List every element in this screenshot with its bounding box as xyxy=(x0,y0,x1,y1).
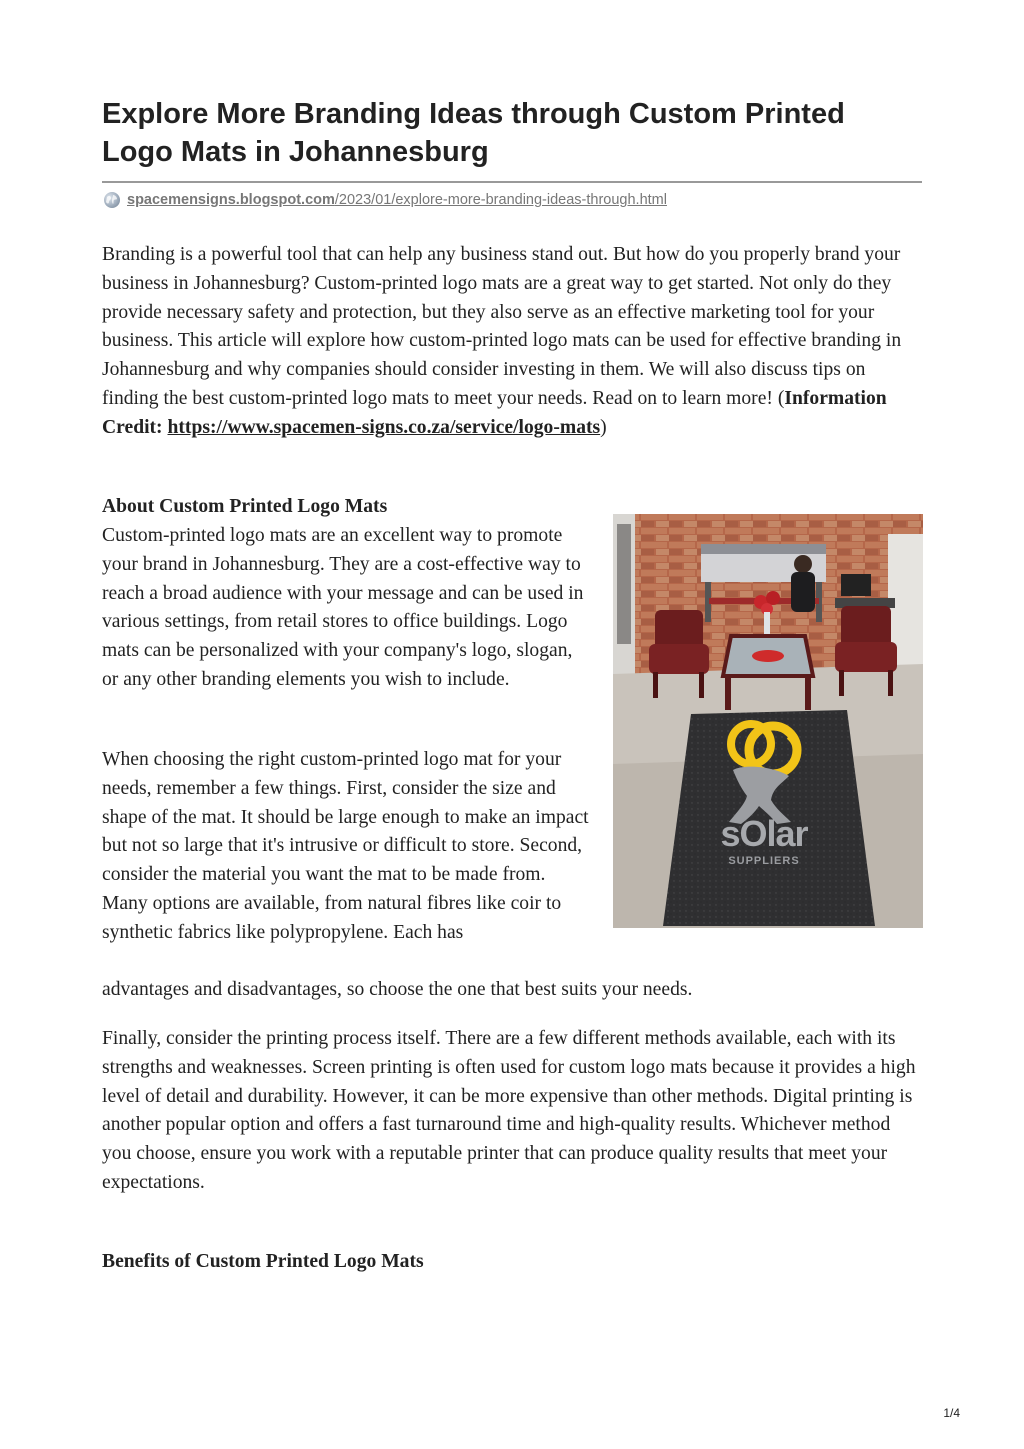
about-paragraph-3: Finally, consider the printing process itself. There are a few different methods available, each with its strengths and weaknesses. Screen printing is often used for custom logo mats because it provides a high level of detail and durability. However, it can be more expensive than other methods. Digital printing is another popular option and offers a fast turnaround time and high-quality results. Whichever method you choose, ensure you work with a reputable printer that can produce quality results that meet your expectations. xyxy=(102,1028,916,1193)
section-heading-benefits: Benefits of Custom Printed Logo Mats xyxy=(102,1251,424,1272)
about-paragraph-1: Custom-printed logo mats are an excellent way to promote your brand in Johannesburg. They are a cost-effective way to reach a broad audience with your message and can be used in various settings, from retail stores to office buildings. Logo mats can be personalized with your company's logo, slogan, or any other branding elements you wish to include. xyxy=(102,525,584,690)
title-line-2: Logo Mats in Johannesburg xyxy=(102,136,489,168)
page-title xyxy=(102,95,932,171)
credit-label: Information Credit: xyxy=(102,387,887,438)
mat-logo-word: sOlar xyxy=(720,813,808,854)
title-line-1: Explore More Branding Ideas through Custom Printed xyxy=(102,98,845,130)
intro-text: Branding is a powerful tool that can help any business stand out. But how do you properly brand your business in Johannesburg? Custom-printed logo mats are a great way to get started. Not only do they provide necessary safety and protection, but they also serve as an effective marketing tool for your business. This article will explore how custom-printed logo mats can be used for effective branding in Johannesburg and why companies should consider investing in them. We will also discuss tips on finding the best custom-printed logo mats to meet your needs. Read on to learn more! ( xyxy=(102,244,902,409)
source-url-link[interactable] xyxy=(127,192,667,208)
mat-logo-sub: SUPPLIERS xyxy=(728,855,800,867)
intro-paragraph xyxy=(102,241,924,443)
section-heading-about: About Custom Printed Logo Mats xyxy=(102,496,388,517)
globe-icon xyxy=(104,192,120,208)
source-host: spacemensigns.blogspot.com xyxy=(127,192,335,208)
credit-link[interactable]: https://www.spacemen-signs.co.za/service/logo-mats xyxy=(167,416,601,438)
page-indicator: 1/4 xyxy=(943,1406,960,1420)
logo-mat-photo xyxy=(613,514,923,928)
about-paragraph-2-tail: advantages and disadvantages, so choose the one that best suits your needs. xyxy=(102,979,693,1000)
source-path: /2023/01/explore-more-branding-ideas-through.html xyxy=(334,192,667,208)
title-divider xyxy=(102,181,922,183)
about-paragraph-2: When choosing the right custom-printed logo mat for your needs, remember a few things. First, consider the size and shape of the mat. It should be large enough to make an impact but not so large that it's intrusive or difficult to store. Second, consider the material you want the mat to be made from. Many options are available, from natural fibres like coir to synthetic fabrics like polypropylene. Each has xyxy=(102,749,589,943)
intro-close: ) xyxy=(600,416,607,438)
source-link-row xyxy=(104,190,667,210)
